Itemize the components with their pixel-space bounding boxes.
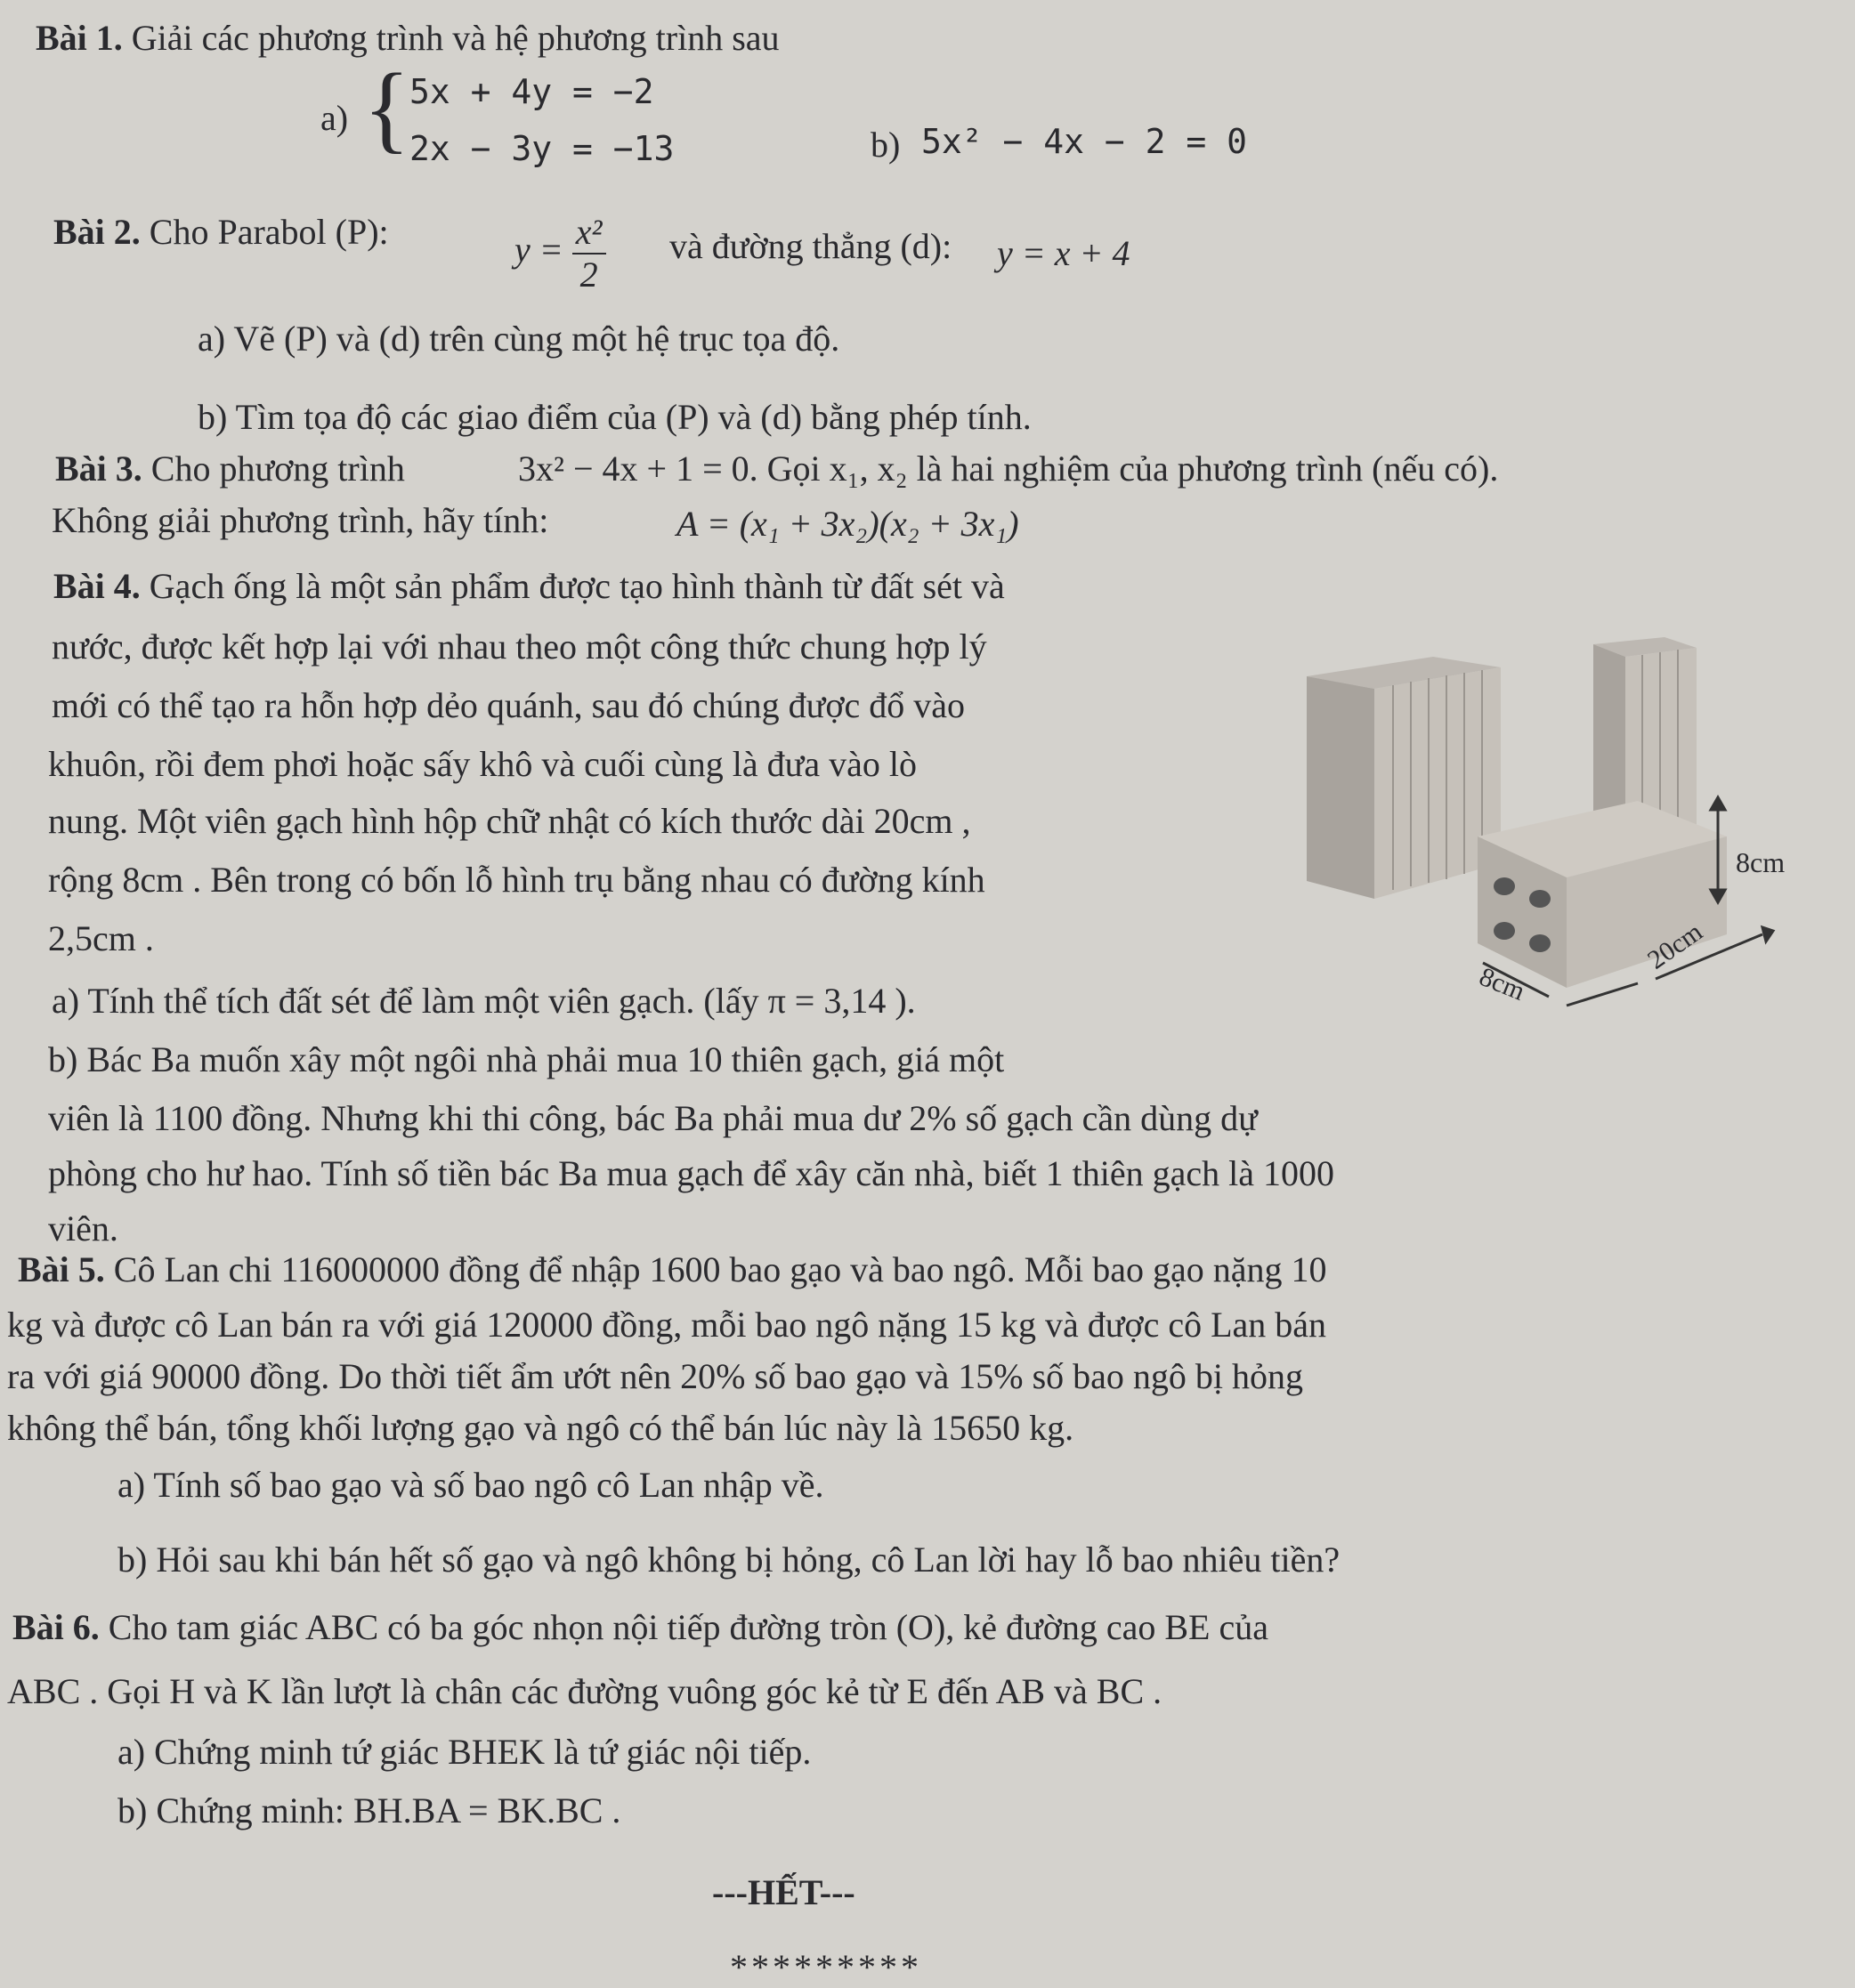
bai2-prompt: Cho Parabol (P):	[149, 212, 389, 252]
line-eq: y = x + 4	[997, 233, 1130, 273]
bai5-line1	[18, 1249, 1327, 1290]
standing-brick-left	[1307, 657, 1501, 899]
bai5-a: a) Tính số bao gạo và số bao ngô cô Lan nhập về.	[117, 1465, 824, 1505]
dim-length-label: 20cm	[1642, 917, 1708, 975]
bai6-l2: ABC . Gọi H và K lần lượt là chân các đường vuông góc kẻ từ E đến AB và BC .	[7, 1671, 1162, 1711]
brick-hole-4	[1529, 934, 1551, 952]
bai4-line1	[53, 566, 1005, 607]
parabol-numerator: x²	[572, 212, 606, 255]
end-marker: ---HẾT---	[712, 1872, 855, 1912]
bai2-a: a) Vẽ (P) và (d) trên cùng một hệ trục tọa độ.	[198, 319, 840, 359]
bai1-title: Bài 1.	[36, 18, 123, 58]
bai5-l4: không thể bán, tổng khối lượng gạo và ngô có thể bán lúc này là 15650 kg.	[7, 1408, 1074, 1448]
bai3-eq-line	[518, 449, 1498, 489]
bai4-b1: b) Bác Ba muốn xây một ngôi nhà phải mua 10 thiên gạch, giá một	[48, 1039, 1005, 1079]
bai4-l7: 2,5cm .	[48, 918, 154, 958]
bai4-b4: viên.	[48, 1208, 118, 1249]
bai4-b2: viên là 1100 đồng. Nhưng khi thi công, bác Ba phải mua dư 2% số gạch cần dùng dự	[48, 1098, 1258, 1138]
bai4-l1: Gạch ống là một sản phẩm được tạo hình thành từ đất sét và	[149, 566, 1005, 606]
bai4-l5: nung. Một viên gạch hình hộp chữ nhật có kích thước dài 20cm ,	[48, 801, 971, 841]
bai4-title: Bài 4.	[53, 566, 141, 606]
bai1-a-label: a)	[320, 98, 349, 138]
lying-brick	[1478, 801, 1727, 988]
parabol-lhs: y =	[514, 230, 563, 271]
parabol-fraction	[572, 212, 606, 295]
bai6-l1: Cho tam giác ABC có ba góc nhọn nội tiếp đường tròn (O), kẻ đường cao BE của	[108, 1607, 1268, 1647]
bai5-b: b) Hỏi sau khi bán hết số gạo và ngô không bị hỏng, cô Lan lời hay lỗ bao nhiêu tiền?	[117, 1539, 1341, 1580]
bai4-l2: nước, được kết hợp lại với nhau theo một công thức chung hợp lý	[52, 626, 987, 667]
bai5-l2: kg và được cô Lan bán ra với giá 120000 đồng, mỗi bao ngô nặng 15 kg và được cô Lan bán	[7, 1305, 1327, 1345]
bai4-b3: phòng cho hư hao. Tính số tiền bác Ba mua gạch để xây căn nhà, biết 1 thiên gạch là 1000	[48, 1153, 1334, 1193]
bai4-l6: rộng 8cm . Bên trong có bốn lỗ hình trụ bằng nhau có đường kính	[48, 860, 985, 900]
bai1-b-eq: 5x² − 4x − 2 = 0	[921, 122, 1248, 161]
bai1-prompt: Giải các phương trình và hệ phương trình sau	[131, 18, 780, 58]
bai5-title: Bài 5.	[18, 1249, 105, 1289]
bai4-l3: mới có thể tạo ra hỗn hợp dẻo quánh, sau đó chúng được đổ vào	[52, 685, 966, 725]
bai5-l3: ra với giá 90000 đồng. Do thời tiết ẩm ướt nên 20% số bao gạo và 15% số bao ngô bị hỏng	[7, 1356, 1304, 1396]
dim-height-label: 8cm	[1736, 846, 1786, 878]
bai2-title: Bài 2.	[53, 212, 141, 252]
brick-hole-2	[1529, 890, 1551, 908]
bai6-title: Bài 6.	[12, 1607, 100, 1647]
bai5-l1: Cô Lan chi 116000000 đồng để nhập 1600 bao gạo và bao ngô. Mỗi bao gạo nặng 10	[113, 1249, 1327, 1289]
bai3-prompt: Cho phương trình	[150, 449, 405, 489]
bai1-a-eq2: 2x − 3y = −13	[409, 129, 675, 168]
bai3-title: Bài 3.	[55, 449, 142, 489]
bai3-eq: 3x² − 4x + 1 = 0	[518, 449, 749, 489]
bricks-illustration	[1300, 632, 1851, 1050]
parabol-eq	[514, 212, 606, 295]
brick-hole-1	[1494, 877, 1515, 895]
bai1-b-label: b)	[871, 125, 901, 165]
bai3-expr: A = (x₁ + 3x₂)(x₂ + 3x₁)	[676, 504, 1019, 544]
system-brace: {	[363, 53, 410, 162]
bai3-rest: . Gọi x₁, x₂ là hai nghiệm của phương trình (nếu có).	[749, 449, 1499, 489]
bai3-heading	[55, 449, 405, 489]
bai2-mid: và đường thẳng (d):	[669, 226, 952, 266]
bai4-a: a) Tính thể tích đất sét để làm một viên gạch. (lấy π = 3,14 ).	[52, 981, 916, 1021]
brick-hole-3	[1494, 922, 1515, 940]
bai2-b: b) Tìm tọa độ các giao điểm của (P) và (d) bằng phép tính.	[198, 397, 1032, 437]
bai2-heading	[53, 212, 389, 253]
bai1-a-eq1: 5x + 4y = −2	[409, 72, 654, 111]
stars-divider: *********	[730, 1947, 922, 1987]
bai6-b: b) Chứng minh: BH.BA = BK.BC .	[117, 1790, 621, 1830]
parabol-denominator: 2	[579, 255, 598, 295]
dim-width-label: 8cm	[1475, 961, 1529, 1006]
bai4-l4: khuôn, rồi đem phơi hoặc sấy khô và cuối cùng là đưa vào lò	[48, 744, 917, 784]
bai3-line2: Không giải phương trình, hãy tính:	[52, 500, 549, 540]
bai6-line1	[12, 1607, 1268, 1648]
bai6-a: a) Chứng minh tứ giác BHEK là tứ giác nội tiếp.	[117, 1732, 812, 1772]
